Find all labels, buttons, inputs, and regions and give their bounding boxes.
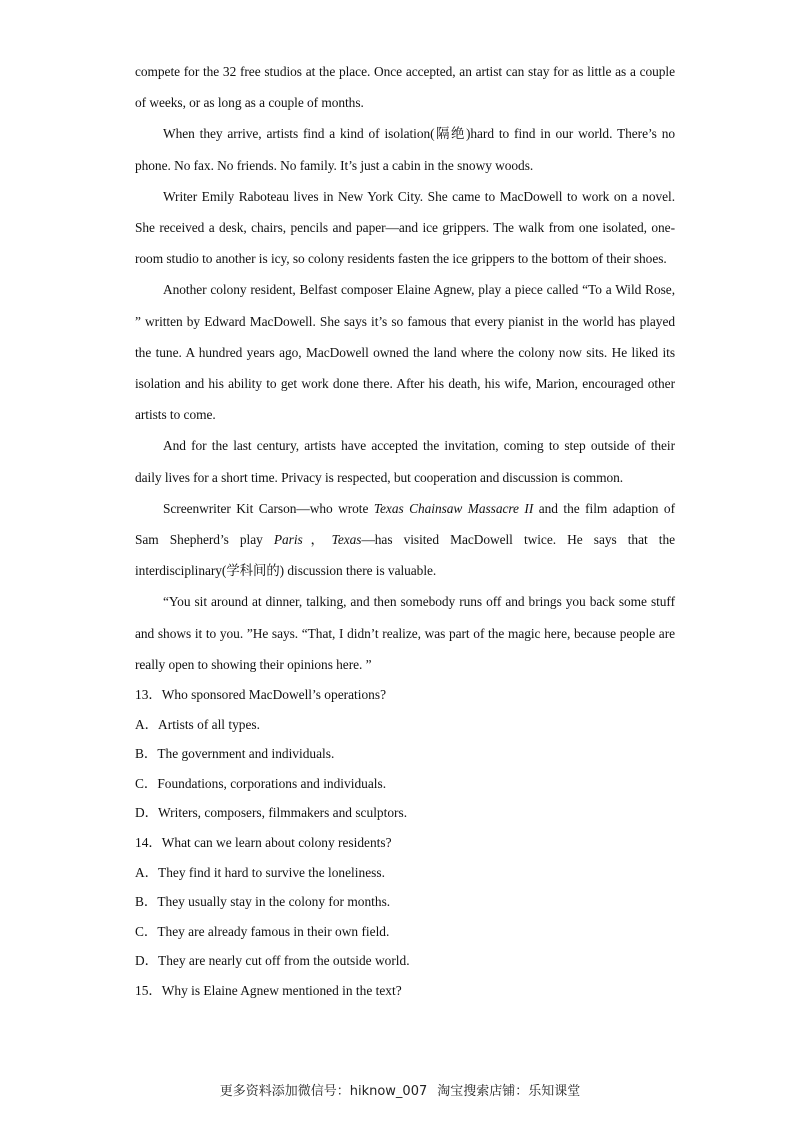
passage-paragraph-3: Writer Emily Raboteau lives in New York City. She came to MacDowell to work on a novel. She received a desk, chairs, pencils and paper—and ice grippers. The walk from one isolated, one-room studio to another is icy, so colony residents fasten the ice grippers to the bottom of their shoes. [135, 188, 675, 267]
passage-paragraph-4: Another colony resident, Belfast composer Elaine Agnew, play a piece called “To a Wild Rose, ” written by Edward MacDowell. She says it’s so famous that every pianist in the world has played the tune. A hundred years ago, MacDowell owned the land where the colony now sits. He liked its isolation and his ability to get work done there. After his death, his wife, Marion, encouraged other artists to come. [135, 282, 675, 423]
p6-text-b: and the film adaption of Sam Shepherd’s play [135, 500, 675, 548]
footer-wechat: 更多资料添加微信号：hiknow_007 [219, 1084, 428, 1099]
passage-paragraph-5: And for the last century, artists have accepted the invitation, coming to step outside of their daily lives for a short time. Privacy is respected, but cooperation and discussion is common. [135, 438, 675, 485]
question-stem: 14．What can we learn about colony residents? [135, 835, 392, 851]
play-title-texas: Texas [331, 532, 362, 548]
passage-paragraph-2: When they arrive, artists find a kind of isolation(隔绝)hard to find in our world. There’s no phone. No fax. No friends. No family. It’s just a cabin in the snowy woods. [135, 126, 675, 173]
footer-taobao: 淘宝搜索店铺：乐知课堂 [437, 1084, 581, 1099]
p6-text-a: Screenwriter Kit Carson—who wrote [163, 500, 374, 516]
document-page [135, 56, 675, 1006]
option-c: C．Foundations, corporations and individuals. [135, 775, 387, 791]
passage-paragraph-7: “You sit around at dinner, talking, and then somebody runs off and brings you back some stuff and shows it to you. ”He says. “That, I didn’t realize, was part of the magic here, because people are really open to showing their opinions here. ” [135, 594, 675, 672]
option-b: B．They usually stay in the colony for months. [135, 894, 391, 910]
question-15 [135, 976, 675, 1006]
option-d: D．They are nearly cut off from the outside world. [135, 953, 410, 969]
question-14 [135, 828, 675, 976]
passage-paragraph-6 [135, 493, 675, 587]
option-a: A．They find it hard to survive the loneliness. [135, 864, 385, 880]
p6-text-c: —has visited MacDowell twice. He says that the interdisciplinary(学科间的) discussion there is valuable. [135, 532, 675, 579]
page-footer [0, 1080, 800, 1099]
option-a: A．Artists of all types. [135, 716, 260, 732]
question-stem: 15．Why is Elaine Agnew mentioned in the text? [135, 983, 402, 998]
option-b: B．The government and individuals. [135, 746, 335, 762]
play-title-separator: ， [302, 532, 332, 548]
film-title-texas-chainsaw: Texas Chainsaw Massacre II [373, 500, 534, 516]
question-13 [135, 680, 675, 828]
option-d: D．Writers, composers, filmmakers and sculptors. [135, 805, 408, 821]
option-c: C．They are already famous in their own field. [135, 923, 390, 939]
question-stem: 13．Who sponsored MacDowell’s operations? [135, 687, 387, 703]
play-title-paris: Paris [273, 532, 303, 548]
passage-paragraph-1: compete for the 32 free studios at the place. Once accepted, an artist can stay for as little as a couple of weeks, or as long as a couple of months. [135, 64, 675, 111]
